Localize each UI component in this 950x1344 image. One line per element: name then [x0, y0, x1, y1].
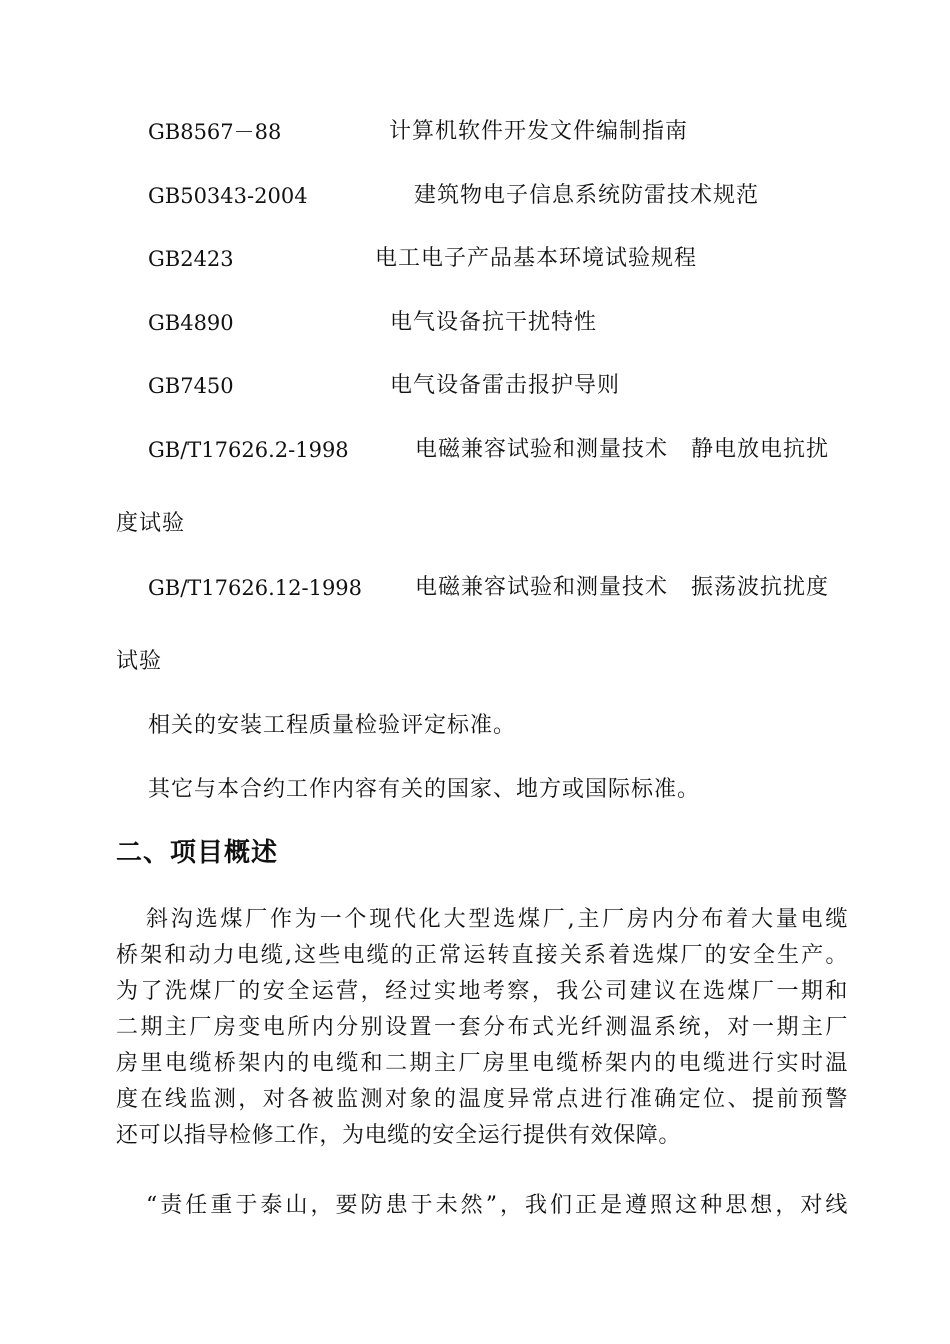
quote-paragraph	[116, 1188, 848, 1224]
paragraph-line: 二期主厂房变电所内分别设置一套分布式光纤测温系统，对一期主厂	[116, 1015, 848, 1040]
section-heading: 二、项目概述	[116, 838, 279, 868]
paragraph-line: 桥架和动力电缆,这些电缆的正常运转直接关系着选煤厂的安全生产。	[116, 943, 848, 968]
note-line: 相关的安装工程质量检验评定标准。	[148, 713, 517, 738]
overview-paragraph	[116, 902, 848, 1154]
paragraph-line: 度在线监测，对各被监测对象的温度异常点进行准确定位、提前预警	[116, 1087, 848, 1112]
paragraph-line: 斜沟选煤厂作为一个现代化大型选煤厂,主厂房内分布着大量电缆	[146, 907, 848, 932]
paragraph-line: 为了洗煤厂的安全运营，经过实地考察，我公司建议在选煤厂一期和	[116, 979, 848, 1004]
note-line: 其它与本合约工作内容有关的国家、地方或国际标准。	[148, 777, 701, 802]
standard-title: 电工电子产品基本环境试验规程	[375, 246, 698, 271]
paragraph-line: “责任重于泰山，要防患于未然”，我们正是遵照这种思想，对线	[146, 1193, 848, 1218]
standard-title-continuation: 度试验	[116, 511, 186, 536]
paragraph-line: 还可以指导检修工作，为电缆的安全运行提供有效保障。	[116, 1123, 682, 1148]
standard-title: 建筑物电子信息系统防雷技术规范	[414, 183, 760, 208]
standard-code: GB/T17626.2-1998	[148, 438, 349, 462]
standard-title: 电磁兼容试验和测量技术 振荡波抗扰度	[415, 575, 830, 600]
standard-code: GB8567－88	[148, 120, 282, 144]
standard-title: 电气设备抗干扰特性	[390, 310, 598, 335]
standard-title: 电气设备雷击报护导则	[390, 373, 621, 398]
standard-code: GB50343-2004	[148, 184, 308, 208]
standard-code: GB4890	[148, 311, 234, 335]
standard-title: 电磁兼容试验和测量技术 静电放电抗扰	[415, 437, 830, 462]
standard-code: GB/T17626.12-1998	[148, 576, 363, 600]
standard-code: GB7450	[148, 374, 234, 398]
standard-title: 计算机软件开发文件编制指南	[389, 119, 689, 144]
standard-code: GB2423	[148, 247, 234, 271]
standard-title-continuation: 试验	[116, 649, 163, 674]
paragraph-line: 房里电缆桥架内的电缆和二期主厂房里电缆桥架内的电缆进行实时温	[116, 1051, 848, 1076]
